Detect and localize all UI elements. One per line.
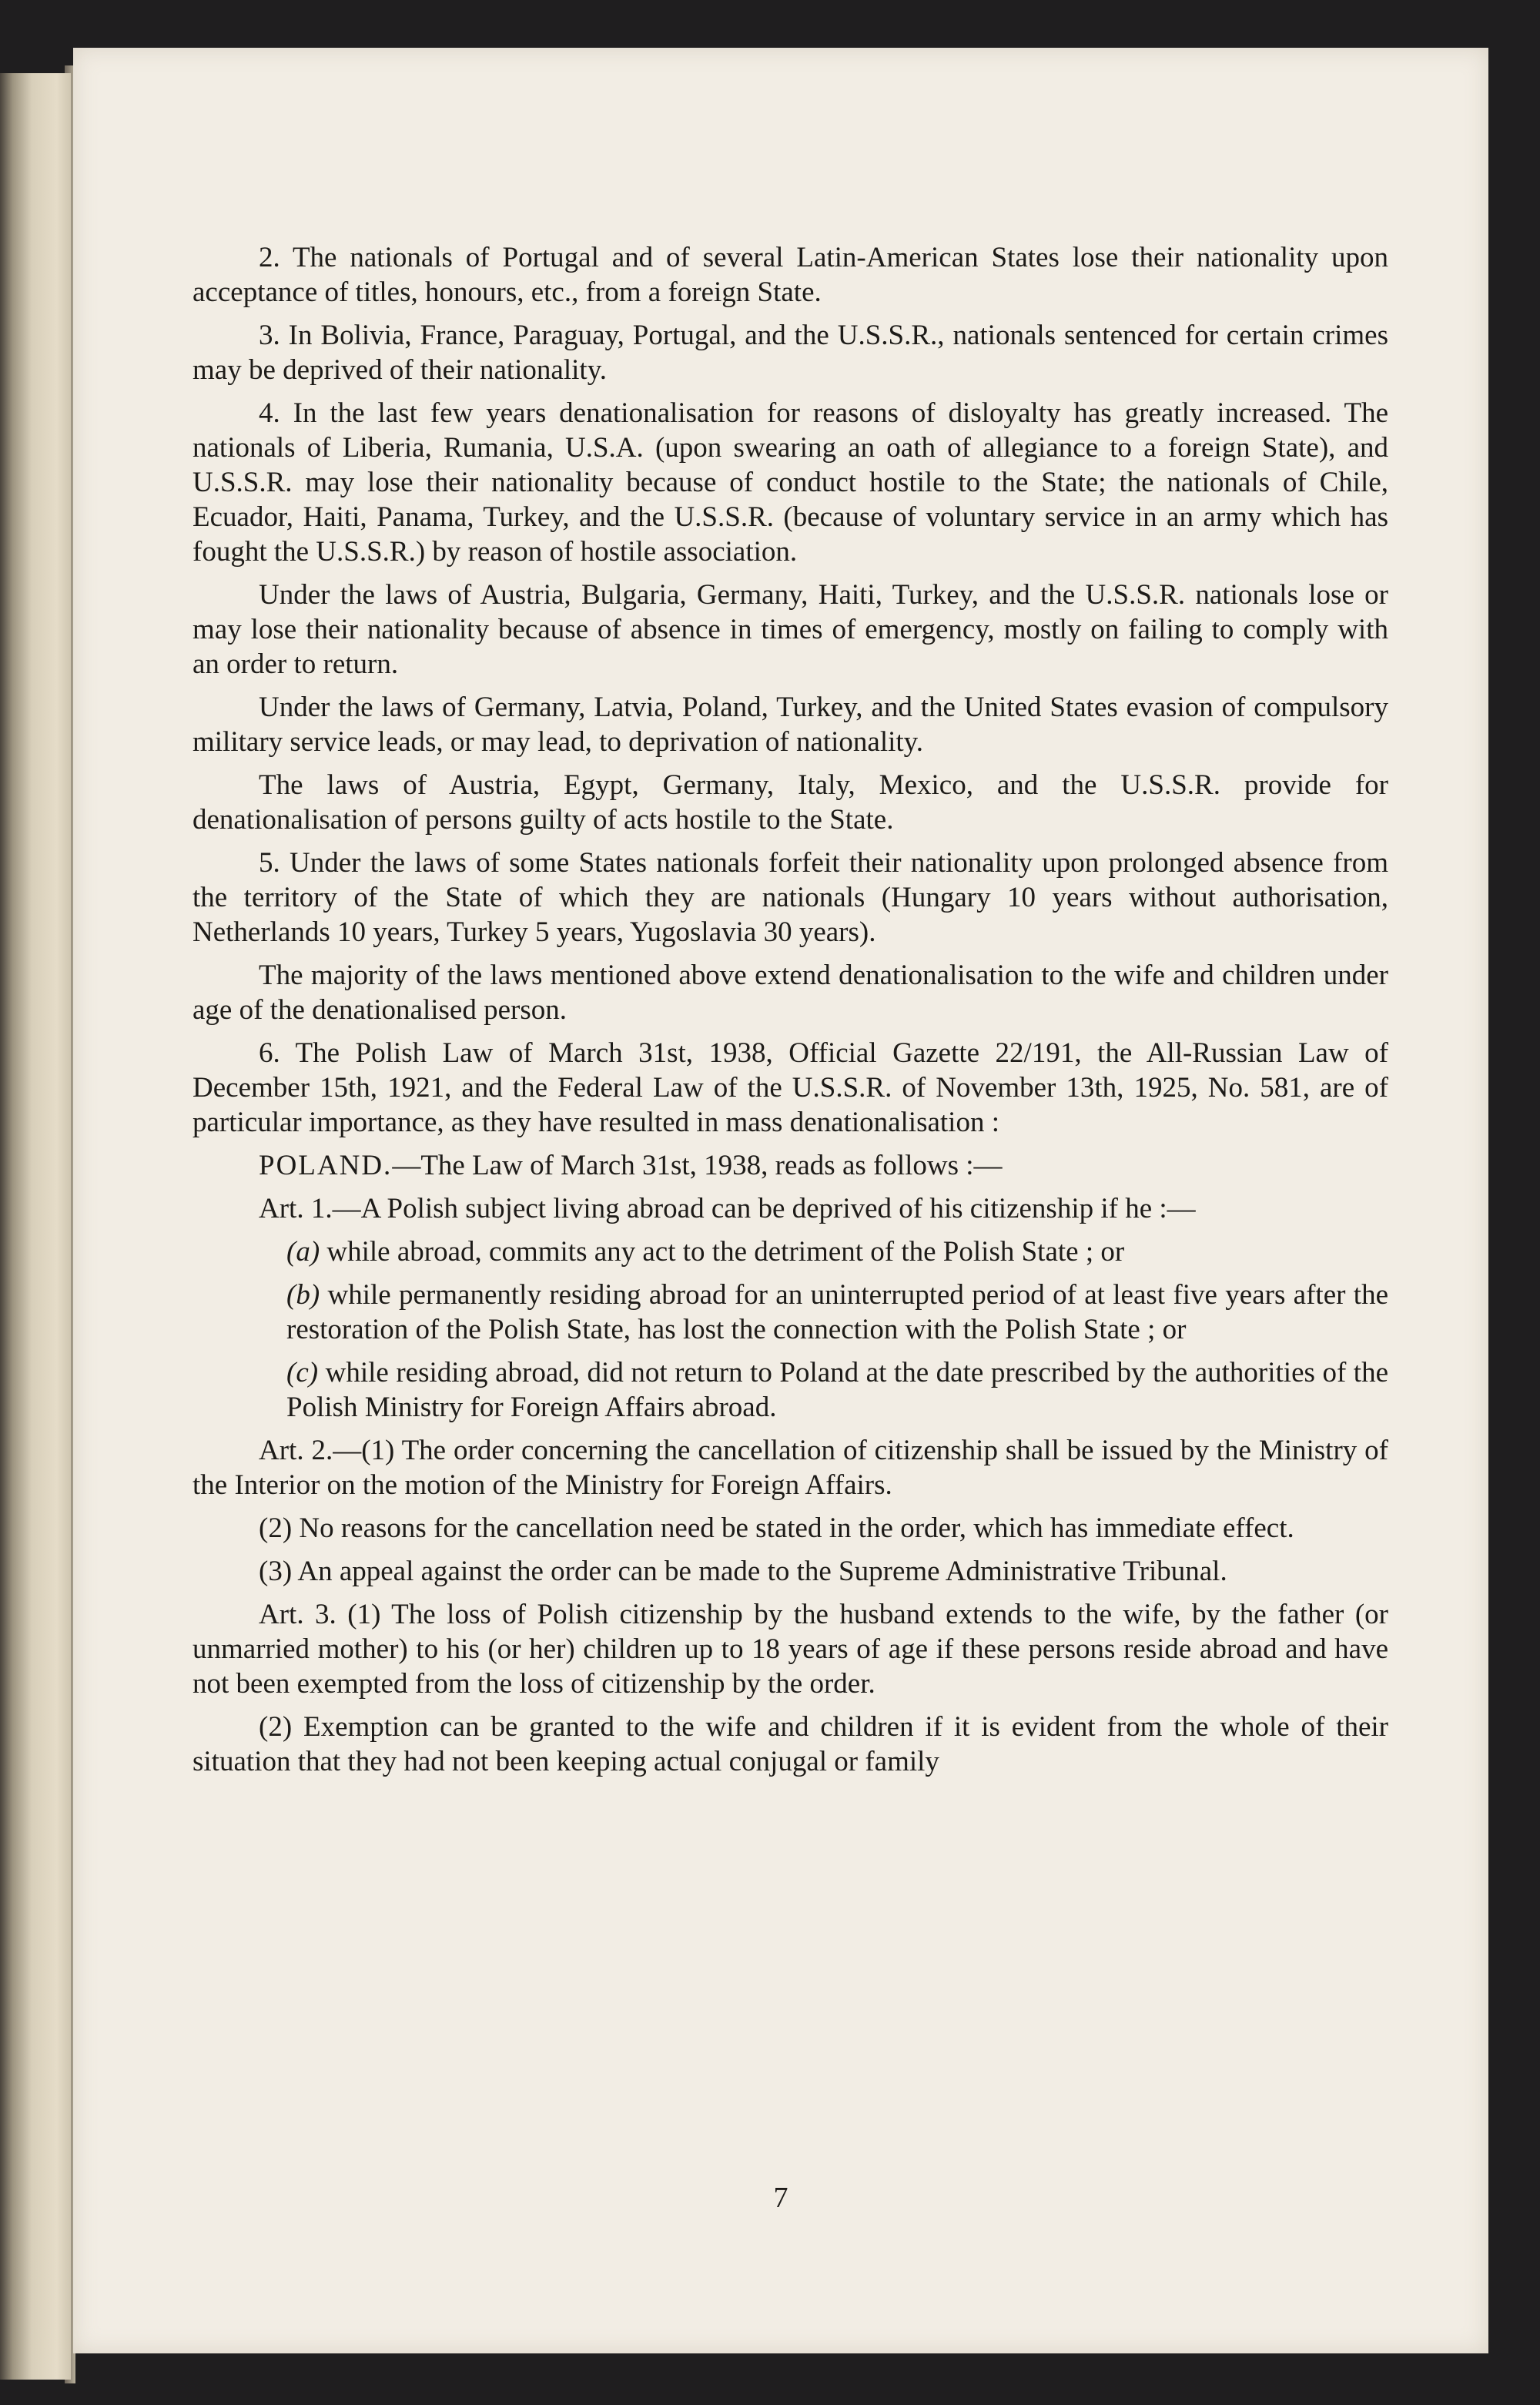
document-page	[73, 48, 1488, 2353]
page-number: 7	[773, 2182, 788, 2214]
article-2: Art. 2.—(1) The order concerning the cancellation of citizenship shall be issued by the Ministry of the Interior on the motion of the Ministry for Foreign Affairs.	[192, 1435, 1388, 1501]
subclause-a-label: (a)	[286, 1236, 320, 1268]
subclause-c-text: while residing abroad, did not return to Poland at the date prescribed by the authorities of the Polish Ministry for Foreign Affairs abroad.	[286, 1357, 1388, 1423]
poland-heading-text: —The Law of March 31st, 1938, reads as follows :—	[392, 1150, 1003, 1181]
facing-page-edge	[0, 73, 71, 2380]
subclause-a	[286, 1234, 1388, 1269]
subclause-c-label: (c)	[286, 1357, 319, 1388]
subclause-c	[286, 1355, 1388, 1425]
poland-heading: POLAND.	[259, 1150, 393, 1181]
paragraph-4-absence: Under the laws of Austria, Bulgaria, Germany, Haiti, Turkey, and the U.S.S.R. nationals lose or may lose their nationality because of absence in times of emergency, mostly on failing to comply with an order to return.	[192, 579, 1388, 680]
subclause-b-label: (b)	[286, 1279, 320, 1311]
paragraph-5-family: The majority of the laws mentioned above extend denationalisation to the wife and children under age of the denationalised person.	[192, 960, 1388, 1026]
subclause-b-text: while permanently residing abroad for an uninterrupted period of at least five years after the restoration of the Polish State, has lost the connection with the Polish State ; or	[286, 1279, 1388, 1345]
article-2-clause-2: (2) No reasons for the cancellation need be stated in the order, which has immediate effect.	[259, 1512, 1294, 1544]
paragraph-2: 2. The nationals of Portugal and of several Latin-American States lose their nationality upon acceptance of titles, honours, etc., from a foreign State.	[192, 242, 1388, 308]
poland-heading-line	[192, 1148, 1388, 1183]
paragraph-4-hostile-acts: The laws of Austria, Egypt, Germany, Italy, Mexico, and the U.S.S.R. provide for denationalisation of persons guilty of acts hostile to the State.	[192, 769, 1388, 836]
paragraph-3: 3. In Bolivia, France, Paraguay, Portugal, and the U.S.S.R., nationals sentenced for certain crimes may be deprived of their nationality.	[192, 320, 1388, 386]
paragraph-4-military: Under the laws of Germany, Latvia, Poland, Turkey, and the United States evasion of compulsory military service leads, or may lead, to deprivation of nationality.	[192, 692, 1388, 758]
subclause-a-text: while abroad, commits any act to the detriment of the Polish State ; or	[320, 1236, 1125, 1268]
paragraph-6: 6. The Polish Law of March 31st, 1938, Official Gazette 22/191, the All-Russian Law of December 15th, 1921, and the Federal Law of the U.S.S.R. of November 13th, 1925, No. 581, are of particular importance, as they have resulted in mass denationalisation :	[192, 1037, 1388, 1138]
subclause-b	[286, 1278, 1388, 1347]
article-2-clause-3: (3) An appeal against the order can be made to the Supreme Administrative Tribunal.	[259, 1556, 1227, 1587]
article-3-clause-2: (2) Exemption can be granted to the wife and children if it is evident from the whole of their situation that they had not been keeping actual conjugal or family	[192, 1711, 1388, 1777]
article-1: Art. 1.—A Polish subject living abroad can be deprived of his citizenship if he :—	[259, 1193, 1196, 1224]
body-text	[192, 240, 1388, 1787]
paragraph-4: 4. In the last few years denationalisation for reasons of disloyalty has greatly increased. The nationals of Liberia, Rumania, U.S.A. (upon swearing an oath of allegiance to a foreign State), and U.S.S.R. may lose their nationality because of conduct hostile to the State; the nationals of Chile, Ecuador, Haiti, Panama, Turkey, and the U.S.S.R. (because of voluntary service in an army which has fought the U.S.S.R.) by reason of hostile association.	[192, 397, 1388, 568]
article-3: Art. 3. (1) The loss of Polish citizenship by the husband extends to the wife, by the father (or unmarried mother) to his (or her) children up to 18 years of age if these persons reside abroad and have not been exempted from the loss of citizenship by the order.	[192, 1599, 1388, 1700]
paragraph-5: 5. Under the laws of some States nationals forfeit their nationality upon prolonged absence from the territory of the State of which they are nationals (Hungary 10 years without authorisation, Netherlands 10 years, Turkey 5 years, Yugoslavia 30 years).	[192, 847, 1388, 948]
